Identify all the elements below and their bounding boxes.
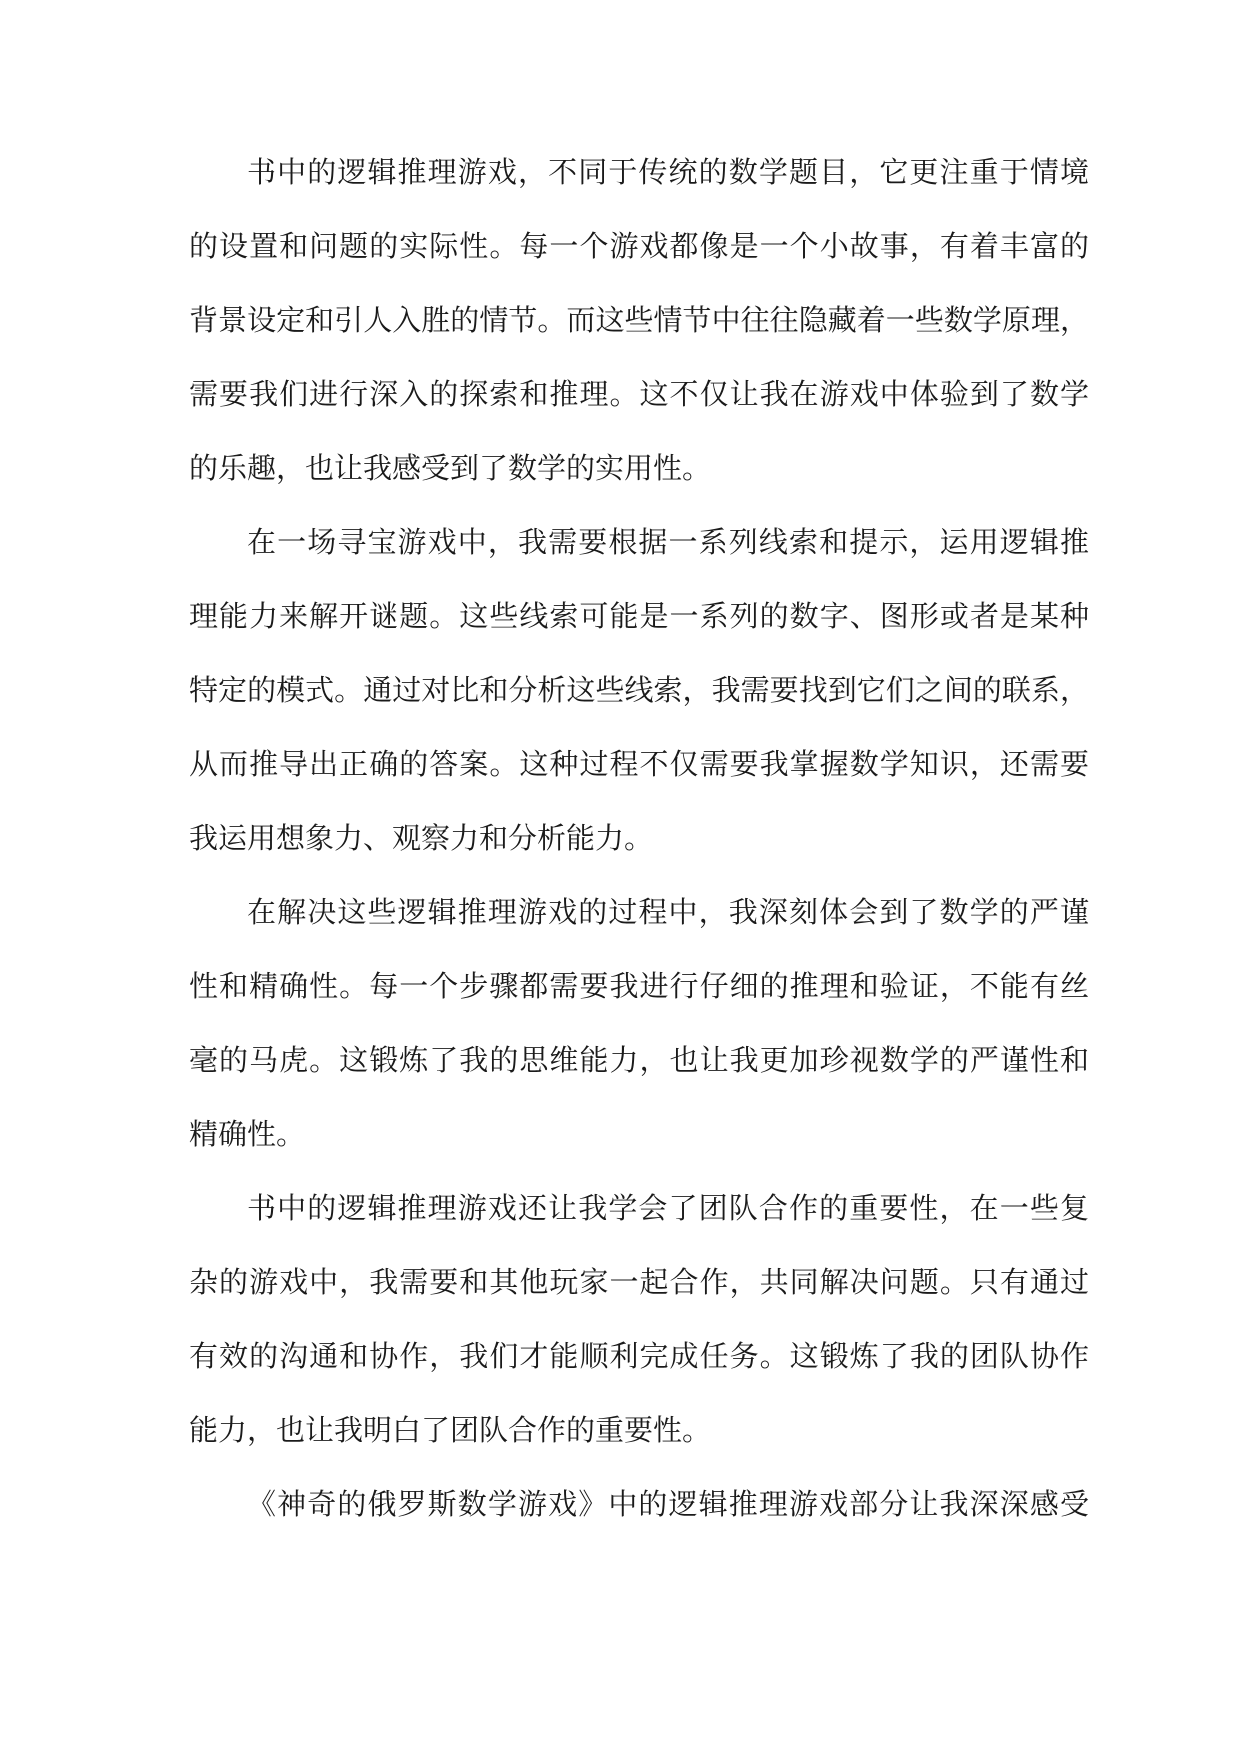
text-line: 的乐趣，也让我感受到了数学的实用性。 [189,451,712,485]
text-line: 特定的模式。通过对比和分析这些线索，我需要找到它们之间的联系， [189,673,1089,707]
text-line: 性和精确性。每一个步骤都需要我进行仔细的推理和验证，不能有丝 [189,969,1089,1003]
text-line: 精确性。 [189,1117,306,1151]
text-line: 书中的逻辑推理游戏，不同于传统的数学题目，它更注重于情境 [247,155,1089,189]
paragraph-5 [189,1478,1089,1552]
paragraph-2 [189,516,1089,886]
text-line: 有效的沟通和协作，我们才能顺利完成任务。这锻炼了我的团队协作 [189,1339,1089,1373]
text-line: 的设置和问题的实际性。每一个游戏都像是一个小故事，有着丰富的 [189,229,1089,263]
text-line: 书中的逻辑推理游戏还让我学会了团队合作的重要性，在一些复 [247,1191,1089,1225]
text-line: 理能力来解开谜题。这些线索可能是一系列的数字、图形或者是某种 [189,599,1089,633]
text-line: 背景设定和引人入胜的情节。而这些情节中往往隐藏着一些数学原理， [189,303,1089,337]
text-line: 在解决这些逻辑推理游戏的过程中，我深刻体会到了数学的严谨 [247,895,1089,929]
paragraph-3 [189,886,1089,1182]
text-line: 《神奇的俄罗斯数学游戏》中的逻辑推理游戏部分让我深深感受 [247,1487,1089,1521]
text-line: 从而推导出正确的答案。这种过程不仅需要我掌握数学知识，还需要 [189,747,1089,781]
text-line: 我运用想象力、观察力和分析能力。 [189,821,654,855]
paragraph-1 [189,146,1089,516]
text-line: 需要我们进行深入的探索和推理。这不仅让我在游戏中体验到了数学 [189,377,1089,411]
text-line: 杂的游戏中，我需要和其他玩家一起合作，共同解决问题。只有通过 [189,1265,1089,1299]
body-text [189,146,1089,1552]
paragraph-4 [189,1182,1089,1478]
text-line: 能力，也让我明白了团队合作的重要性。 [189,1413,712,1447]
text-line: 毫的马虎。这锻炼了我的思维能力，也让我更加珍视数学的严谨性和 [189,1043,1089,1077]
text-line: 在一场寻宝游戏中，我需要根据一系列线索和提示，运用逻辑推 [247,525,1089,559]
